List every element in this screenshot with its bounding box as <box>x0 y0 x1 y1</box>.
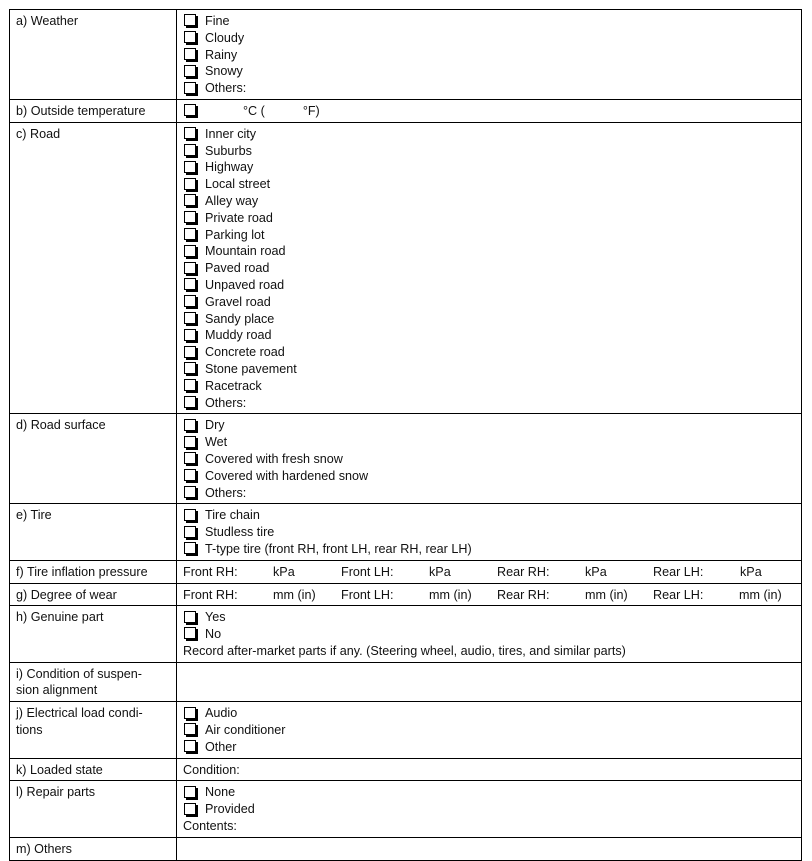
temperature-input[interactable] <box>183 103 796 120</box>
weather-label: a) Weather <box>10 10 177 100</box>
option-others[interactable]: Others: <box>183 485 796 502</box>
rear-lh-label: Rear LH: <box>653 587 704 602</box>
option-stone-pavement[interactable]: Stone pavement <box>183 361 796 378</box>
weather-options <box>177 10 802 100</box>
checkbox[interactable] <box>184 419 196 431</box>
checkbox[interactable] <box>184 452 196 464</box>
checkbox[interactable] <box>184 144 196 156</box>
wear-values <box>183 587 796 604</box>
road-options <box>177 122 802 414</box>
checkbox[interactable] <box>184 509 196 521</box>
repair-parts-label: l) Repair parts <box>10 781 177 837</box>
option-paved-road[interactable]: Paved road <box>183 260 796 277</box>
checkbox[interactable] <box>184 278 196 290</box>
option-other[interactable]: Other <box>183 739 796 756</box>
checkbox[interactable] <box>184 396 196 408</box>
road-surface-options <box>177 414 802 504</box>
option-alley-way[interactable]: Alley way <box>183 193 796 210</box>
degree-of-wear-fields[interactable] <box>177 583 802 606</box>
temperature-label: b) Outside temperature <box>10 99 177 122</box>
row-loaded-state <box>10 758 802 781</box>
celsius-unit: °C ( <box>243 103 265 118</box>
row-degree-of-wear <box>10 583 802 606</box>
aftermarket-note: Record after-market parts if any. (Steering wheel, audio, tires, and similar parts) <box>183 643 626 658</box>
tire-pressure-fields[interactable] <box>177 560 802 583</box>
option-tire-chain[interactable]: Tire chain <box>183 507 796 524</box>
row-electrical-load <box>10 702 802 758</box>
tire-label: e) Tire <box>10 504 177 560</box>
option-snowy[interactable]: Snowy <box>183 63 796 80</box>
option-rainy[interactable]: Rainy <box>183 47 796 64</box>
option-others[interactable]: Others: <box>183 395 796 412</box>
checkbox[interactable] <box>184 486 196 498</box>
rear-rh-label: Rear RH: <box>497 564 550 579</box>
checkbox[interactable] <box>184 707 196 719</box>
row-weather <box>10 10 802 100</box>
checkbox[interactable] <box>184 542 196 554</box>
suspension-alignment-field[interactable] <box>177 662 802 702</box>
front-lh-label: Front LH: <box>341 564 394 579</box>
others-field[interactable] <box>177 837 802 860</box>
front-rh-unit: kPa <box>273 564 295 579</box>
option-sandy-place[interactable]: Sandy place <box>183 311 796 328</box>
option-wet[interactable]: Wet <box>183 434 796 451</box>
repair-parts-options <box>177 781 802 837</box>
others-label: m) Others <box>10 837 177 860</box>
row-others <box>10 837 802 860</box>
checkbox[interactable] <box>184 469 196 481</box>
option-yes[interactable]: Yes <box>183 609 796 626</box>
contents-label: Contents: <box>183 819 237 834</box>
row-road-surface <box>10 414 802 504</box>
option-provided[interactable]: Provided <box>183 801 796 818</box>
row-tire <box>10 504 802 560</box>
electrical-load-options <box>177 702 802 758</box>
suspension-alignment-label: i) Condition of suspen- sion alignment <box>10 662 177 702</box>
option-none[interactable]: None <box>183 784 796 801</box>
tire-pressure-label: f) Tire inflation pressure <box>10 560 177 583</box>
checkbox[interactable] <box>184 211 196 223</box>
front-rh-label: Front RH: <box>183 587 238 602</box>
tire-options <box>177 504 802 560</box>
checkbox[interactable] <box>184 245 196 257</box>
electrical-load-label: j) Electrical load condi- tions <box>10 702 177 758</box>
checkbox[interactable] <box>184 262 196 274</box>
option-no[interactable]: No <box>183 626 796 643</box>
vehicle-condition-form <box>9 9 802 861</box>
checkbox[interactable] <box>184 329 196 341</box>
loaded-state-field[interactable] <box>177 758 802 781</box>
rear-lh-label: Rear LH: <box>653 564 704 579</box>
checkbox[interactable] <box>184 611 196 623</box>
checkbox[interactable] <box>184 740 196 752</box>
fahrenheit-unit: °F) <box>302 103 320 118</box>
rear-rh-unit: kPa <box>585 564 607 579</box>
option-audio[interactable]: Audio <box>183 705 796 722</box>
option-t-type-tire[interactable]: T-type tire (front RH, front LH, rear RH, rear LH) <box>183 541 796 558</box>
rear-lh-unit: mm (in) <box>739 587 782 602</box>
road-surface-label: d) Road surface <box>10 414 177 504</box>
degree-of-wear-label: g) Degree of wear <box>10 583 177 606</box>
checkbox[interactable] <box>184 436 196 448</box>
front-rh-unit: mm (in) <box>273 587 316 602</box>
option-mountain-road[interactable]: Mountain road <box>183 243 796 260</box>
checkbox[interactable] <box>184 82 196 94</box>
row-road <box>10 122 802 414</box>
option-concrete-road[interactable]: Concrete road <box>183 344 796 361</box>
row-genuine-part <box>10 606 802 662</box>
option-hardened-snow[interactable]: Covered with hardened snow <box>183 468 796 485</box>
checkbox[interactable] <box>184 295 196 307</box>
option-highway[interactable]: Highway <box>183 159 796 176</box>
row-temperature <box>10 99 802 122</box>
option-private-road[interactable]: Private road <box>183 210 796 227</box>
checkbox[interactable] <box>184 48 196 60</box>
rear-rh-unit: mm (in) <box>585 587 628 602</box>
option-local-street[interactable]: Local street <box>183 176 796 193</box>
checkbox[interactable] <box>184 362 196 374</box>
option-suburbs[interactable]: Suburbs <box>183 143 796 160</box>
front-rh-label: Front RH: <box>183 564 238 579</box>
checkbox[interactable] <box>184 723 196 735</box>
checkbox[interactable] <box>184 346 196 358</box>
checkbox[interactable] <box>184 379 196 391</box>
row-suspension-alignment <box>10 662 802 702</box>
genuine-part-label: h) Genuine part <box>10 606 177 662</box>
option-fine[interactable]: Fine <box>183 13 796 30</box>
option-studless-tire[interactable]: Studless tire <box>183 524 796 541</box>
row-tire-pressure <box>10 560 802 583</box>
option-racetrack[interactable]: Racetrack <box>183 378 796 395</box>
row-repair-parts <box>10 781 802 837</box>
loaded-state-label: k) Loaded state <box>10 758 177 781</box>
pressure-values <box>183 564 796 581</box>
checkbox[interactable] <box>184 178 196 190</box>
option-others[interactable]: Others: <box>183 80 796 97</box>
option-inner-city[interactable]: Inner city <box>183 126 796 143</box>
option-air-conditioner[interactable]: Air conditioner <box>183 722 796 739</box>
front-lh-unit: kPa <box>429 564 451 579</box>
option-muddy-road[interactable]: Muddy road <box>183 327 796 344</box>
condition-label: Condition: <box>183 762 240 777</box>
option-parking-lot[interactable]: Parking lot <box>183 227 796 244</box>
checkbox[interactable] <box>184 627 196 639</box>
checkbox[interactable] <box>184 526 196 538</box>
checkbox[interactable] <box>184 194 196 206</box>
road-label: c) Road <box>10 122 177 414</box>
front-lh-label: Front LH: <box>341 587 394 602</box>
checkbox[interactable] <box>184 127 196 139</box>
checkbox[interactable] <box>184 65 196 77</box>
checkbox[interactable] <box>184 803 196 815</box>
rear-lh-unit: kPa <box>740 564 762 579</box>
option-fresh-snow[interactable]: Covered with fresh snow <box>183 451 796 468</box>
checkbox[interactable] <box>184 104 196 116</box>
checkbox[interactable] <box>184 14 196 26</box>
option-unpaved-road[interactable]: Unpaved road <box>183 277 796 294</box>
option-cloudy[interactable]: Cloudy <box>183 30 796 47</box>
temperature-field <box>177 99 802 122</box>
genuine-part-options <box>177 606 802 662</box>
checkbox[interactable] <box>184 161 196 173</box>
option-dry[interactable]: Dry <box>183 417 796 434</box>
front-lh-unit: mm (in) <box>429 587 472 602</box>
checkbox[interactable] <box>184 228 196 240</box>
option-gravel-road[interactable]: Gravel road <box>183 294 796 311</box>
checkbox[interactable] <box>184 31 196 43</box>
checkbox[interactable] <box>184 312 196 324</box>
checkbox[interactable] <box>184 786 196 798</box>
rear-rh-label: Rear RH: <box>497 587 550 602</box>
